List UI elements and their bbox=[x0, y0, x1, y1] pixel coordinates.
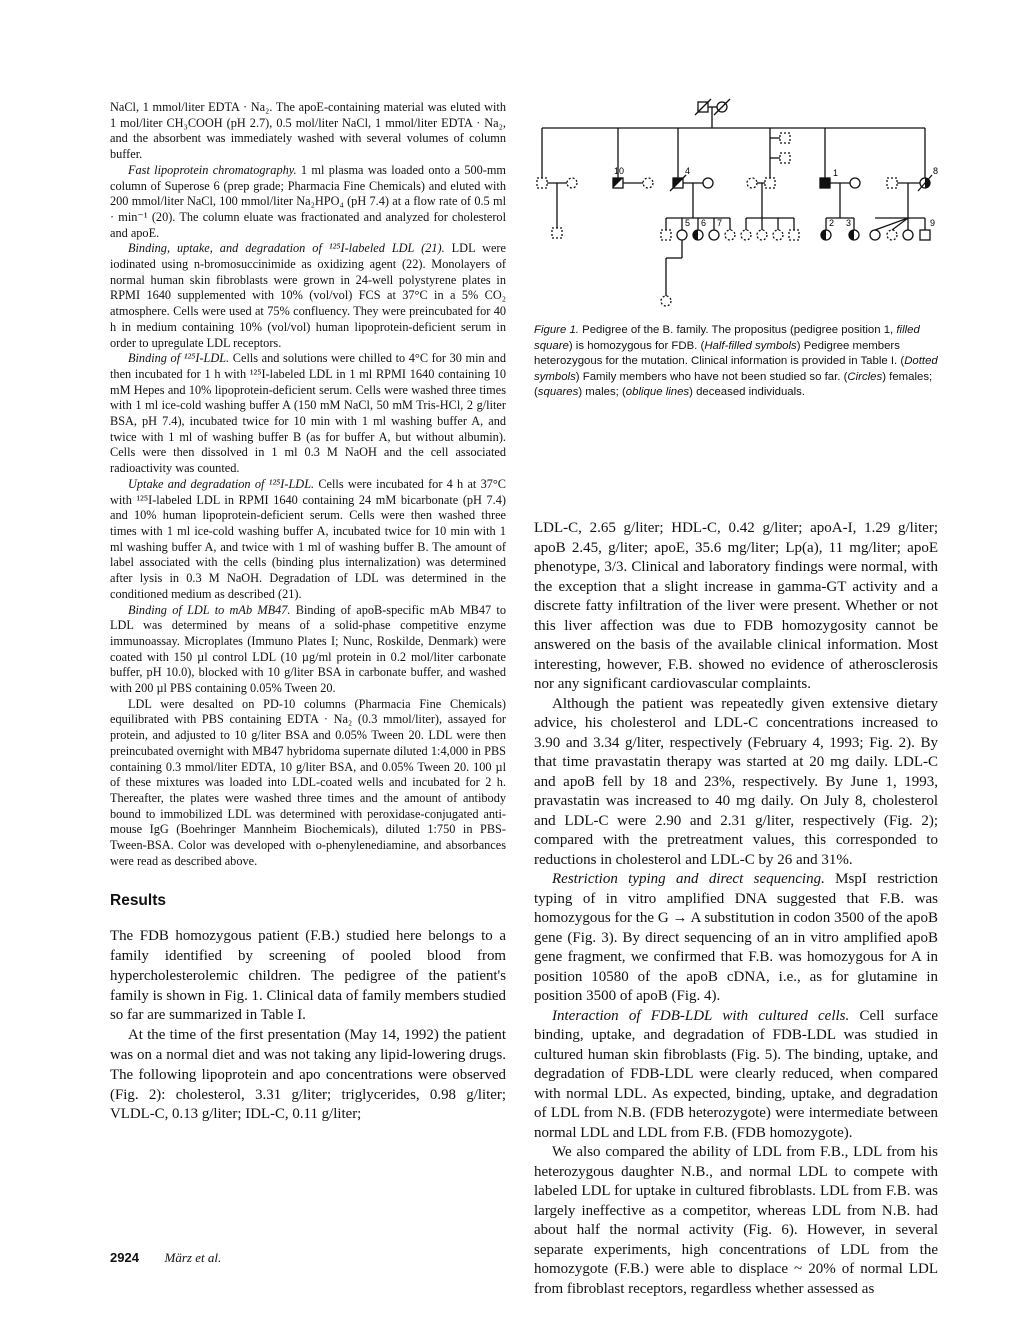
results-paragraph: At the time of the first presentation (May 14, 1992) the patient was on a normal diet and was not taking any lipid-lowering drugs. The following lipoprotein and apo concentrations were observed (Fig. 2): cholesterol, 3.31 g/liter; triglycerides, 0.98 g/liter; VLDL-C, 0.13 g/liter; IDL-C, 0.11 g/liter; bbox=[110, 1027, 506, 1123]
results-paragraph: The FDB homozygous patient (F.B.) studied here belongs to a family identified by screening of pooled blood from hypercholesterolemic children. The pedigree of the patient's family is shown in Fig. 1. Clinical data of family members studied so far are summarized in Table I. bbox=[110, 928, 506, 1024]
methods-paragraph bbox=[110, 603, 506, 697]
running-author: März et al. bbox=[164, 1250, 222, 1265]
paragraph-text: Binding of apoB-specific mAb MB47 to LDL was determined by means of a solid-phase competitive enzyme immunoassay. Microplates (Immuno Plates I; Nunc, Roskilde, Denmark) were coated with 150 µl control LDL (10 µg/ml protein in 0.2 mol/liter carbonate buffer, pH 10.0), blocked with 10 g/liter BSA in carbonate buffer, and washed with 200 µl PBS containing 0.05% Tween 20. bbox=[110, 602, 506, 696]
section-heading: Fast lipoprotein chromatography. bbox=[128, 162, 297, 177]
methods-paragraph: LDL were desalted on PD-10 columns (Pharmacia Fine Chemicals) equilibrated with PBS containing EDTA · Na₂ (0.3 mmol/liter), assayed for protein, and adjusted to 10 g/liter BSA and 0.05% Tween 20. LDL were then preincubated overnight with MB47 hybridoma supernate diluted 1:4,000 in PBS containing 0.3 mmol/liter EDTA, 10 g/liter BSA, and 0.05% Tween 20. 100 µl of these mixtures was loaded into LDL-coated wells and incubated for 2 h. Thereafter, the plates were washed three times and the amount of antibody bound to immobilized LDL was determined with peroxidase-conjugated anti-mouse IgG (Boehringer Mannheim Biochemicals), diluted 1:750 in PBS-Tween-BSA. Color was developed with o-phenylenediamine, and absorbances were read as described above. bbox=[110, 696, 506, 868]
paragraph-text: MspI restriction typing of in vitro amplified DNA suggested that F.B. was homozygous for the G → A substitution in codon 3500 of the apoB gene (Fig. 3). By direct sequencing of an in vitro amplified apoB gene fragment, we confirmed that F.B. was homozygous for A in position 10580 of the apoB cDNA, i.e., as for glutamine in position 3500 of apoB (Fig. 4). bbox=[534, 871, 939, 1004]
results-paragraph bbox=[534, 1007, 938, 1144]
caption-text: Pedigree of the B. family. The propositus (pedigree position 1, bbox=[578, 324, 897, 336]
pedigree-label: 6 bbox=[701, 218, 707, 228]
results-paragraph: We also compared the ability of LDL from F.B., LDL from his heterozygous daughter N.B., and normal LDL to compete with labeled LDL for uptake in cultured fibroblasts. LDL from F.B. was largely ineffective as a competitor, whereas LDL from N.B. had about half the normal activity (Fig. 6). However, in several separate experiments, high concentrations of LDL from the homozygote (F.B.) were able to displace ~ 20% of normal LDL from fibroblast receptors, regardless whether assessed as bbox=[534, 1144, 938, 1297]
caption-text: ) females; ( bbox=[534, 370, 933, 399]
pedigree-male-unstudied bbox=[780, 133, 790, 143]
pedigree-male-unstudied bbox=[887, 178, 897, 188]
caption-italic: filled square bbox=[534, 324, 920, 352]
pedigree-label: 2 bbox=[829, 218, 835, 228]
methods-paragraph: NaCl, 1 mmol/liter EDTA · Na₂. The apoE-containing material was eluted with 1 mol/liter CH₃COOH (pH 2.7), 0.5 mol/liter NaCl, 1 mmol/liter EDTA · Na₂, and the absorbent was immediately washed with several volumes of column buffer. bbox=[110, 100, 506, 162]
methods-paragraph bbox=[110, 351, 506, 477]
results-paragraph bbox=[534, 870, 938, 1007]
pedigree-label: 3 bbox=[846, 218, 852, 228]
pedigree-male-unstudied bbox=[552, 228, 562, 238]
heterozygous-fill bbox=[613, 178, 623, 188]
pedigree-label: 9 bbox=[930, 218, 936, 228]
pedigree-label: 7 bbox=[717, 218, 723, 228]
pedigree-label: 5 bbox=[685, 218, 691, 228]
caption-italic: oblique lines bbox=[625, 386, 690, 399]
left-text-column bbox=[110, 100, 506, 1125]
pedigree-diagram bbox=[530, 98, 940, 318]
pedigree-label: 10 bbox=[614, 166, 625, 176]
heterozygous-fill bbox=[673, 178, 683, 188]
caption-text: ) males; ( bbox=[578, 386, 626, 399]
caption-text: ) Family members who have not been studied so far. ( bbox=[575, 370, 848, 383]
caption-text: ) Pedigree members heterozygous for the mutation. Clinical information is provided in Table I. ( bbox=[534, 339, 905, 368]
caption-italic: squares bbox=[537, 386, 579, 399]
methods-paragraph bbox=[110, 241, 506, 351]
pedigree-female bbox=[870, 230, 880, 240]
caption-text: ) is homozygous for FDB. ( bbox=[568, 339, 705, 352]
right-text-column bbox=[534, 519, 938, 1299]
methods-paragraph bbox=[110, 477, 506, 603]
pedigree-male-unstudied bbox=[780, 153, 790, 163]
pedigree-male-unstudied bbox=[789, 230, 799, 240]
pedigree-male-unstudied bbox=[661, 230, 671, 240]
page-number: 2924 bbox=[110, 1250, 139, 1265]
pedigree-propositus bbox=[820, 178, 830, 188]
results-paragraph: Although the patient was repeatedly given extensive dietary advice, his cholesterol and LDL-C concentrations increased to 3.90 and 3.34 g/liter, respectively (February 4, 1993; Fig. 2). By that time pravastatin therapy was started at 20 mg daily. LDL-C and apoB fell by 18 and 23%, respectively. By June 1, 1993, pravastatin was increased to 40 mg daily. On July 8, cholesterol and LDL-C were 2.90 and 2.31 g/liter, respectively (Fig. 2); compared with the pretreatment values, this corresponded to reductions in cholesterol and LDL-C by 26 and 31%. bbox=[534, 695, 938, 868]
figure-caption bbox=[534, 323, 938, 401]
pedigree-male-unstudied bbox=[765, 178, 775, 188]
methods-paragraph bbox=[110, 163, 506, 242]
pedigree-female-unstudied bbox=[661, 296, 671, 306]
pedigree-female bbox=[703, 178, 713, 188]
paragraph-text: 1 ml plasma was loaded onto a 500-mm column of Superose 6 (prep grade; Pharmacia Fine Chemicals) and eluted with 200 mmol/liter NaCl, 100 mmol/liter Na₂HPO₄ (pH 7.4) at a flow rate of 0.5 ml · min⁻¹ (20). The column eluate was fractionated and analyzed for cholesterol and apoE. bbox=[110, 162, 506, 240]
pedigree-female bbox=[709, 230, 719, 240]
section-heading: Interaction of FDB-LDL with cultured cells. bbox=[552, 1007, 850, 1024]
results-paragraph: LDL-C, 2.65 g/liter; HDL-C, 0.42 g/liter; apoA-I, 1.29 g/liter; apoB 2.45, g/liter; apoE, 35.6 mg/liter; Lp(a), 11 mg/liter; apoE phenotype, 3/3. Clinical and laboratory findings were normal, with the exception that a slight increase in gamma-GT activity and a discrete fatty infiltration of the liver were present. Whether or not this liver affection was due to FDB homozygosity cannot be answered on the basis of the available clinical information. Most interesting, however, F.B. showed no evidence of atherosclerosis nor any significant cardiovascular complaints. bbox=[534, 520, 938, 692]
paragraph-text: Cells and solutions were chilled to 4°C for 30 min and then incubated for 1 h with ¹²⁵I-labeled LDL in 1 ml RPMI 1640 containing 10 mM Hepes and 10% lipoprotein-deficient serum. Cells were washed three times with 1 ml ice-cold washing buffer A (150 mM NaCl, 50 mM Tris-HCl, 2 g/liter BSA, pH 7.4), incubated twice for 10 min with 1 ml washing buffer A, and twice with 1 ml of washing buffer B (as for buffer A, but without albumin). Cells were then dissolved in 1 ml 0.3 M NaOH and the cell associated radioactivity was counted. bbox=[110, 351, 506, 476]
pedigree-female bbox=[850, 178, 860, 188]
section-heading: Uptake and degradation of ¹²⁵I-LDL. bbox=[128, 476, 315, 491]
pedigree-female bbox=[677, 230, 687, 240]
pedigree-female-unstudied bbox=[773, 230, 783, 240]
paragraph-text: Cell surface binding, uptake, and degradation of FDB-LDL was studied in cultured human skin fibroblasts (Fig. 5). The binding, uptake, and degradation of FDB-LDL were clearly reduced, when compared with normal LDL. As expected, binding, uptake, and degradation of LDL from N.B. (FDB heterozygote) were intermediate between normal LDL and LDL from F.B. (FDB homozygote). bbox=[534, 1007, 938, 1141]
pedigree-female-unstudied bbox=[725, 230, 735, 240]
page-footer bbox=[110, 1250, 221, 1266]
pedigree-label: 1 bbox=[833, 168, 839, 178]
caption-italic: Dotted symbols bbox=[534, 355, 938, 383]
caption-text: ) deceased individuals. bbox=[689, 386, 806, 399]
results-heading: Results bbox=[110, 892, 166, 910]
caption-label: Figure 1. bbox=[534, 324, 579, 336]
section-heading: Binding of ¹²⁵I-LDL. bbox=[128, 351, 230, 366]
pedigree-label: 8 bbox=[933, 166, 939, 176]
pedigree-female-unstudied bbox=[643, 178, 653, 188]
pedigree-female-unstudied bbox=[747, 178, 757, 188]
pedigree-female-unstudied bbox=[887, 230, 897, 240]
section-heading: Binding, uptake, and degradation of ¹²⁵I-labeled LDL (21). bbox=[128, 241, 445, 256]
paragraph-text: Cells were incubated for 4 h at 37°C with ¹²⁵I-labeled LDL in RPMI 1640 containing 24 mM bicarbonate (pH 7.4) and 10% human lipoprotein-deficient serum. Cells were then washed three times with 1 ml ice-cold washing buffer A, incubated twice for 10 min with 1 ml washing buffer A, and twice with 1 ml of washing buffer B. The amount of label associated with the cells (binding plus internalization) was determined after lysis in 0.3 M NaOH. Degradation of LDL was determined in the conditioned medium as described (21). bbox=[110, 476, 506, 601]
pedigree-female-unstudied bbox=[757, 230, 767, 240]
section-heading: Binding of LDL to mAb MB47. bbox=[128, 602, 291, 617]
pedigree-female-unstudied bbox=[741, 230, 751, 240]
pedigree-female bbox=[903, 230, 913, 240]
caption-italic: Circles bbox=[847, 370, 883, 383]
caption-italic: Half-filled symbols bbox=[704, 339, 797, 352]
pedigree-female-unstudied bbox=[567, 178, 577, 188]
pedigree-label: 4 bbox=[685, 166, 691, 176]
pedigree-figure bbox=[530, 98, 940, 318]
paragraph-text: LDL were iodinated using n-bromosuccinimide as oxidizing agent (22). Monolayers of normal human skin fibroblasts were grown in 24-well polystyrene plates in RPMI 1640 supplemented with 10% (vol/vol) FCS at 37°C in a 5% CO₂ atmosphere. Cells were used at 75% confluency. They were preincubated for 40 h in medium containing 10% (vol/vol) human lipoprotein-deficient serum in order to upregulate LDL receptors. bbox=[110, 241, 506, 350]
pedigree-male bbox=[920, 230, 930, 240]
results-text bbox=[110, 927, 506, 1125]
pedigree-male-unstudied bbox=[537, 178, 547, 188]
section-heading: Restriction typing and direct sequencing. bbox=[552, 871, 825, 887]
